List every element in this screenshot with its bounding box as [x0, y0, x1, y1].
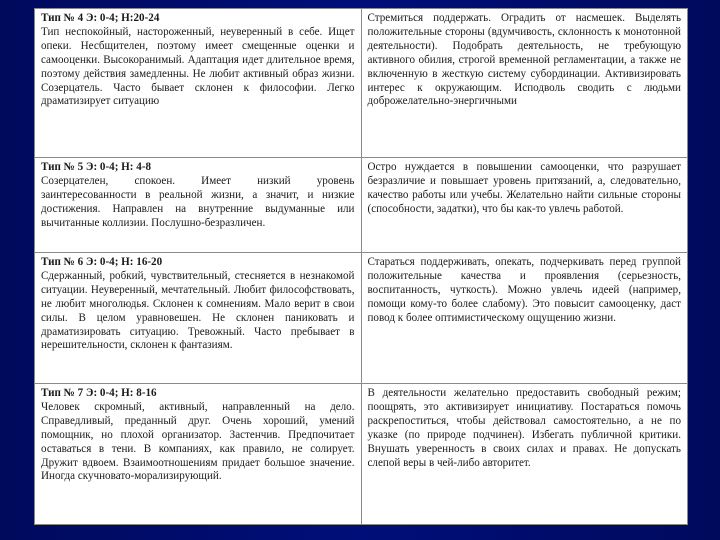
table-row	[35, 9, 688, 158]
type-description-cell	[35, 9, 362, 158]
type-description: Человек скромный, активный, направленный на дело. Справедливый, преданный друг. Очень хороший, умений помощник, но плохой организатор. Застенчив. Предпочитает оставаться в тени. В компаниях, как правило, не солирует. Дружит вдвоем. Взаимоотношениям придает большое значение. Иногда скучновато-морализирующий.	[41, 400, 355, 483]
table-row	[35, 158, 688, 253]
table-row	[35, 384, 688, 525]
table-row	[35, 253, 688, 384]
type-title: Тип № 7 Э: 0-4; Н: 8-16	[41, 387, 157, 399]
type-description-cell	[35, 253, 362, 384]
type-recommendation: Стараться поддерживать, опекать, подчеркивать перед группой положительные качества и проявления (серьезность, воспитанность, чуткость). Можно увлечь идеей (например, помощи кому-то более слабому). Это повысит самооценку, даст повод к более оптимистическому ощущению жизни.	[361, 253, 688, 384]
type-description: Сдержанный, робкий, чувствительный, стесняется в незнакомой ситуации. Неуверенный, мечтательный. Любит философствовать, не любит многолюдья. Склонен к сомнениям. Мало верит в свои силы. В целом уравновешен. Не склонен паниковать и драматизировать ситуацию. Тревожный. Часто пребывает в нерешительности, склонен к фантазиям.	[41, 269, 355, 352]
type-title: Тип № 6 Э: 0-4; Н: 16-20	[41, 256, 163, 268]
type-description-cell	[35, 158, 362, 253]
personality-types-table	[34, 8, 688, 525]
type-description: Созерцателен, спокоен. Имеет низкий уровень заинтересованности в реальной жизни, а значит, и низкие достижения. Направлен на внутренние выдуманные или вычитанные коллизии. Послушно-безразличен.	[41, 174, 355, 229]
type-description: Тип неспокойный, настороженный, неуверенный в себе. Ищет опеки. Несбщителен, поэтому имеет смещенные оценки и самооценки. Высокоранимый. Адаптация идет длительное время, поэтому действия замедленны. Не любит активный образ жизни. Созерцатель. Часто бывает склонен к философии. Легко драматизирует ситуацию	[41, 25, 355, 108]
type-recommendation: Остро нуждается в повышении самооценки, что разрушает безразличие и повышает уровень притязаний, а, следовательно, качество работы или учебы. Желательно найти сильные стороны (способности, задатки), что бы как-то увлечь работой.	[361, 158, 688, 253]
type-title: Тип № 5 Э: 0-4; Н: 4-8	[41, 161, 152, 173]
type-title: Тип № 4 Э: 0-4; Н:20-24	[41, 12, 160, 24]
type-recommendation: В деятельности желательно предоставить свободный режим; поощрять, это активизирует инициативу. Постараться помочь раскрепоститься, чтобы действовал самостоятельно, а не по указке (по природе подчинен). Избегать публичной критики. Внушать уверенность в своих силах и правах. Не допускать слепой веры в чей-либо авторитет.	[361, 384, 688, 525]
type-description-cell	[35, 384, 362, 525]
type-recommendation: Стремиться поддержать. Оградить от насмешек. Выделять положительные стороны (вдумчивость, склонность к монотонной деятельности). Подобрать деятельность, не требующую активного обилия, строгой временной регламентации, а также не включенную в жесткую систему субординации. Активизировать интерес к окружающим. Исподволь сводить с людьми доброжелательно-энергичными	[361, 9, 688, 158]
